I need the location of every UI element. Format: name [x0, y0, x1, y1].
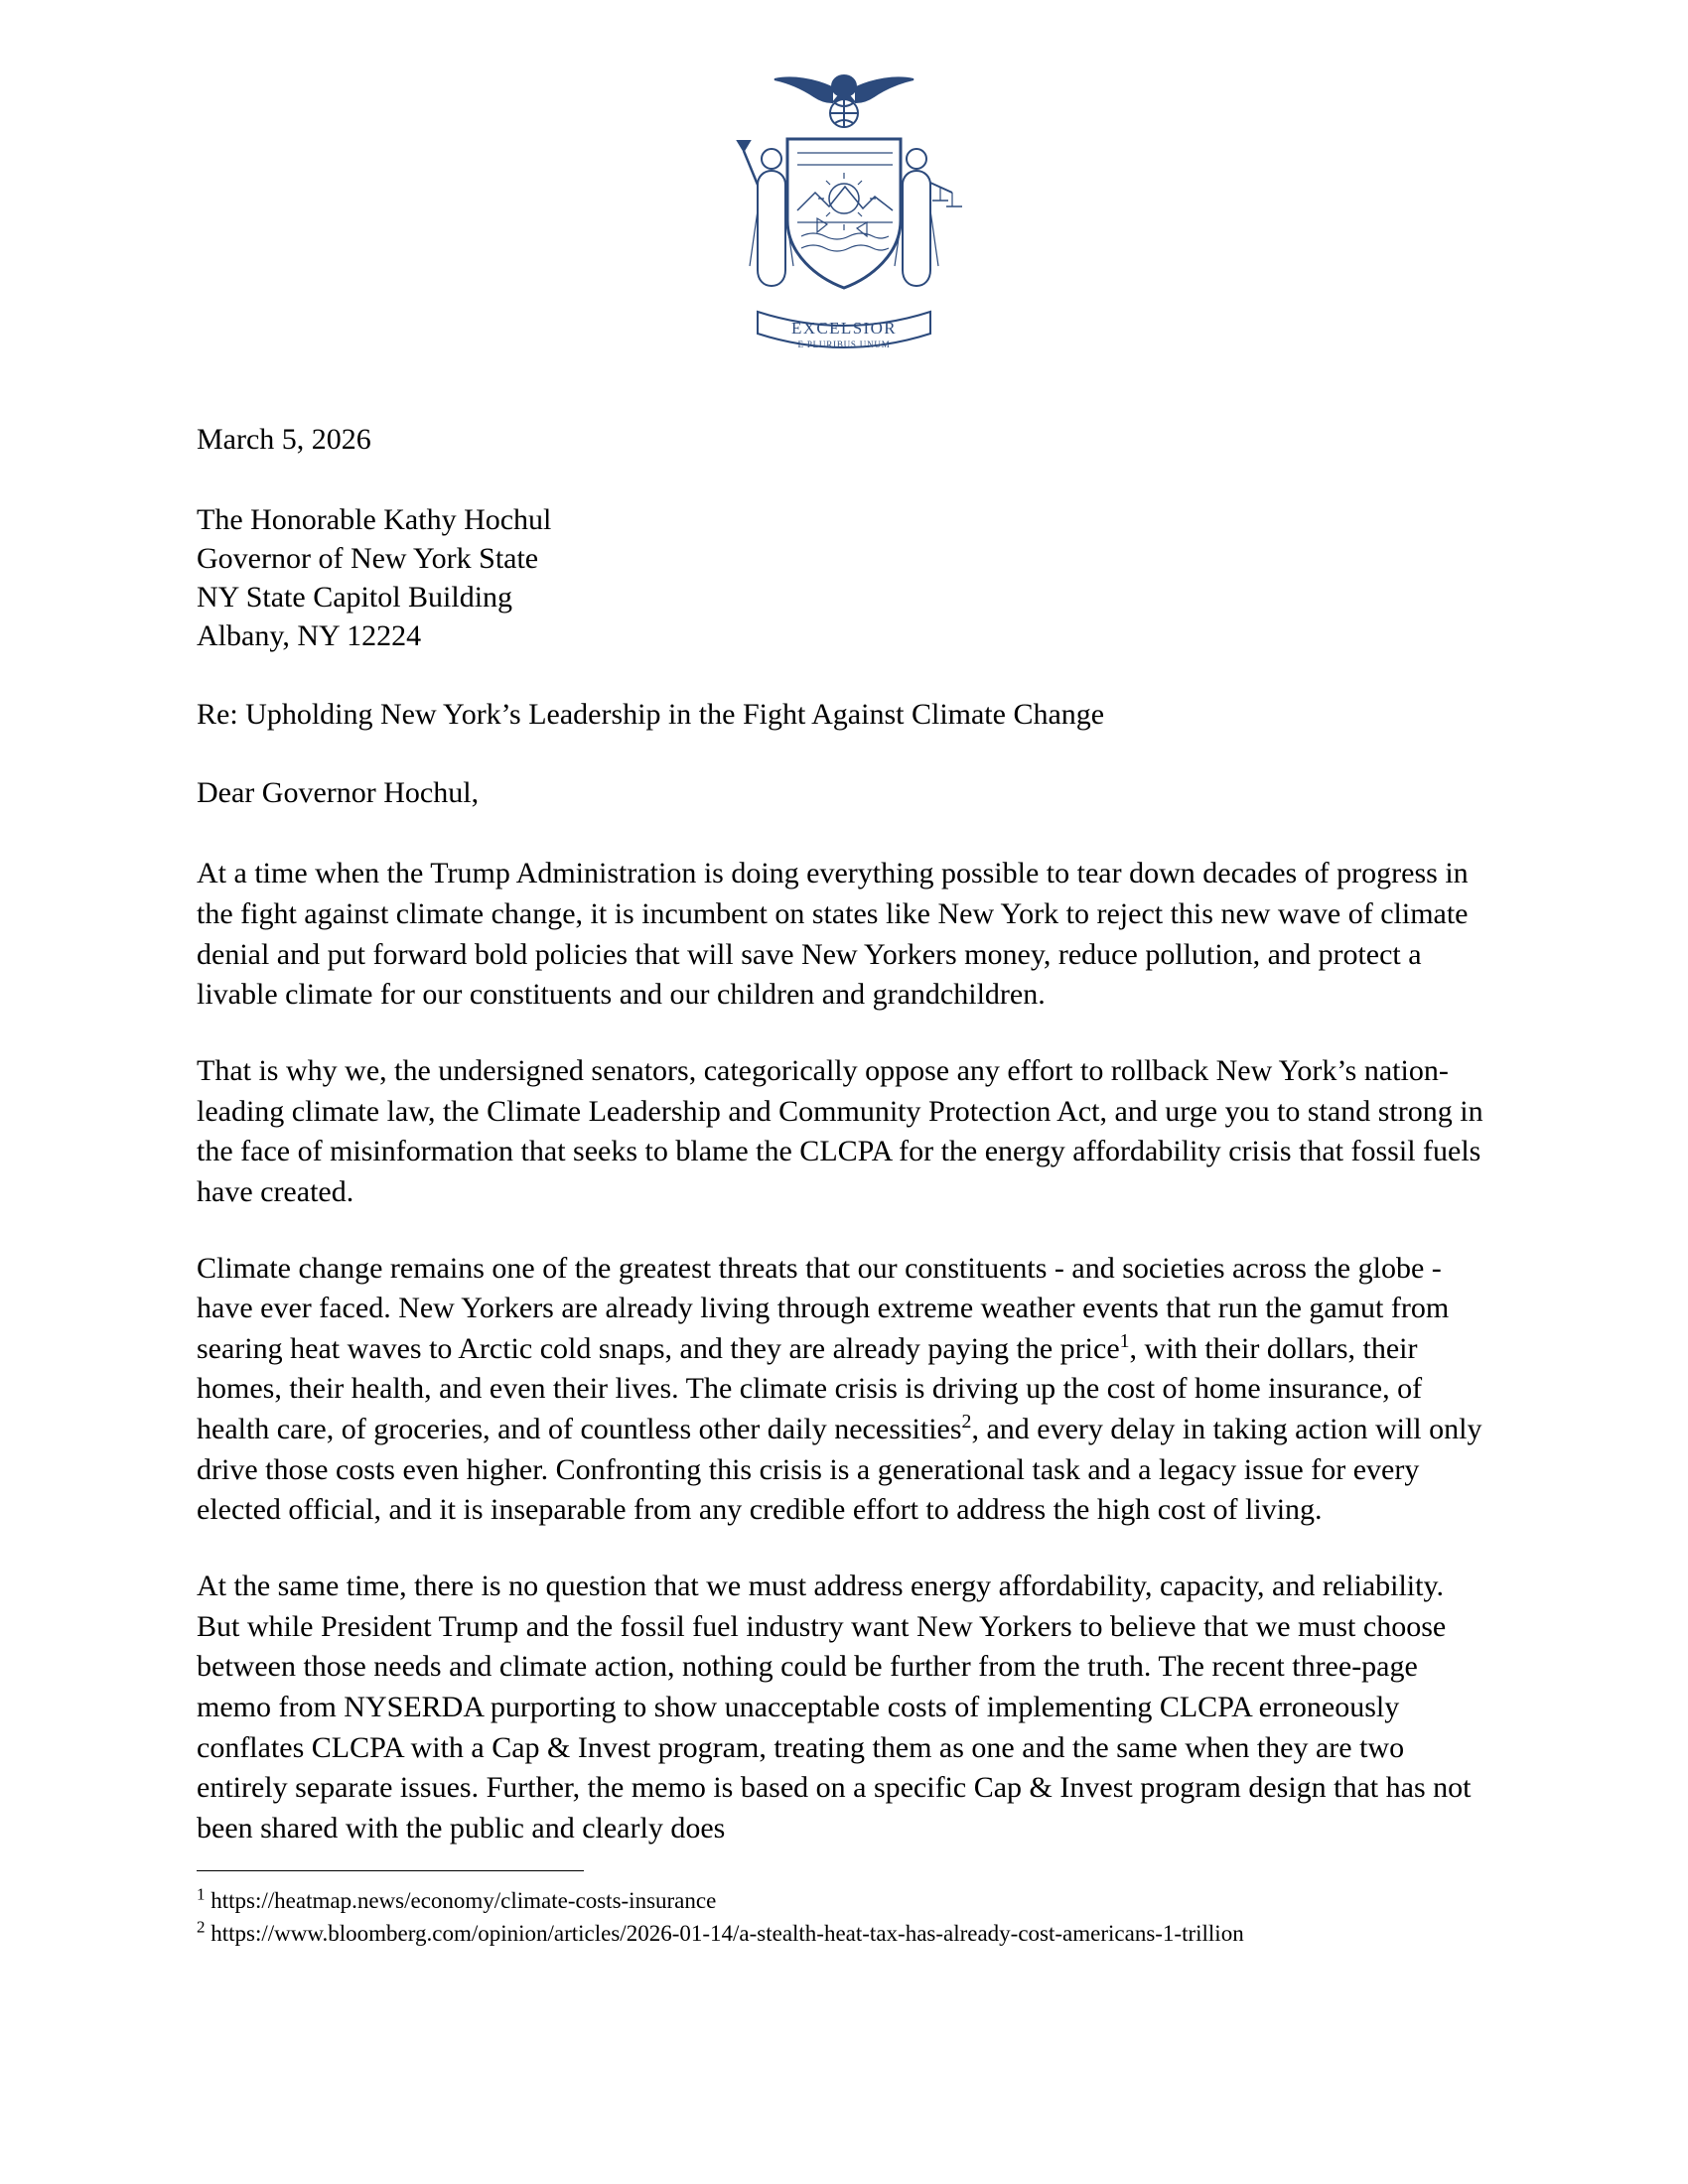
recipient-line: NY State Capitol Building	[197, 581, 513, 614]
paragraph-part: , with their dollars, their homes, their health, and even their lives. The climate crisis is driving up the cost of home insurance, of health care, of groceries, and of countless other daily necessities	[197, 1331, 1423, 1446]
footnote-marker: 1	[197, 1884, 206, 1904]
footnote-url[interactable]: https://www.bloomberg.com/opinion/articles/2026-01-14/a-stealth-heat-tax-has-already-cost-americans-1-trillion	[211, 1920, 1244, 1946]
letter-body	[197, 421, 1492, 1884]
footnote-item	[197, 1918, 1492, 1951]
recipient-line: Governor of New York State	[197, 542, 539, 576]
salutation: Dear Governor Hochul,	[197, 776, 480, 810]
recipient-address	[197, 500, 1492, 655]
seal-container	[0, 0, 1688, 379]
paragraph-part: Climate change remains one of the greatest threats that our constituents - and societies across the globe - have ever faced. New Yorkers are already living through extreme weather events that run the gamut from searing heat waves to Arctic cold snaps, and they are already paying the price	[197, 1251, 1450, 1365]
seal-submotto-text: E PLURIBUS UNUM	[797, 340, 891, 349]
footnote-separator	[197, 1870, 584, 1871]
seal-motto-text: EXCELSIOR	[790, 319, 898, 338]
paragraph: At a time when the Trump Administration is doing everything possible to tear down decades of progress in the fight against climate change, it is incumbent on states like New York to reject this new wave of climate denial and put forward bold policies that will save New Yorkers money, reduce pollution, and protect a livable climate for our constituents and our children and grandchildren.	[197, 857, 1469, 1012]
recipient-line: The Honorable Kathy Hochul	[197, 503, 552, 537]
letter-date: March 5, 2026	[197, 423, 371, 456]
footnote-marker: 2	[197, 1917, 206, 1936]
footnote-url[interactable]: https://heatmap.news/economy/climate-costs-insurance	[211, 1888, 717, 1913]
paragraph-part: , and every delay in taking action will only drive those costs even higher. Confronting this crisis is a generational task and a legacy issue for every elected official, and it is inseparable from any credible effort to address the high cost of living.	[197, 1413, 1482, 1527]
footnote-ref-1[interactable]: 1	[1119, 1329, 1130, 1352]
paragraph: At the same time, there is no question that we must address energy affordability, capacity, and reliability. But while President Trump and the fossil fuel industry want New Yorkers to believe that we must choose between those needs and climate action, nothing could be further from the truth. The recent three-page memo from NYSERDA purporting to show unacceptable costs of implementing CLCPA erroneously conflates CLCPA with a Cap & Invest program, treating them as one and the same when they are two entirely separate issues. Further, the memo is based on a specific Cap & Invest program design that has not been shared with the public and clearly does	[197, 1570, 1472, 1844]
recipient-line: Albany, NY 12224	[197, 619, 422, 653]
paragraph-with-footnotes	[197, 1249, 1492, 1531]
footnote-ref-2[interactable]: 2	[961, 1411, 972, 1433]
paragraph: That is why we, the undersigned senators, categorically oppose any effort to rollback New York’s nation-leading climate law, the Climate Leadership and Community Protection Act, and urge you to stand strong in the face of misinformation that seeks to blame the CLCPA for the energy affordability crisis that fossil fuels have created.	[197, 1053, 1483, 1208]
footnote-item	[197, 1885, 1492, 1918]
new-york-state-seal-icon	[710, 62, 978, 379]
footnote-area	[197, 1870, 1492, 1950]
subject-line: Re: Upholding New York’s Leadership in the Fight Against Climate Change	[197, 698, 1105, 732]
